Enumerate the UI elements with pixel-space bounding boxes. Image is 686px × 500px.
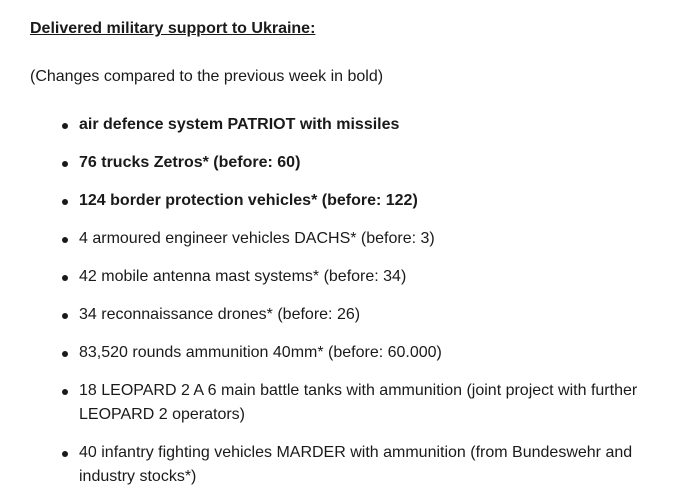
list-item-text: 83,520 rounds ammunition 40mm* (before: 60.000) [79,344,442,361]
list-item-text: 18 LEOPARD 2 A 6 main battle tanks with ammunition (joint project with further LEOPARD 2 operators) [79,382,638,423]
list-item-text: 40 infantry fighting vehicles MARDER with ammunition (from Bundeswehr and industry stocks*) [79,444,633,485]
list-item-text: 4 armoured engineer vehicles DACHS* (before: 3) [79,230,435,247]
list-item-text: 76 trucks Zetros* (before: 60) [79,154,301,171]
list-item [62,341,656,365]
bullet-icon [62,161,68,167]
bullet-icon [62,313,68,319]
list-item [62,379,656,427]
list-item [62,189,656,213]
page-heading: Delivered military support to Ukraine: [30,20,316,37]
support-list [30,113,656,489]
list-item-text: 34 reconnaissance drones* (before: 26) [79,306,361,323]
bullet-icon [62,351,68,357]
list-item-text: air defence system PATRIOT with missiles [79,116,400,133]
bullet-icon [62,199,68,205]
bullet-icon [62,123,68,129]
bullet-icon [62,275,68,281]
list-item [62,113,656,137]
list-item [62,441,656,489]
list-item [62,151,656,175]
list-item [62,227,656,251]
page-subtitle: (Changes compared to the previous week in bold) [30,68,384,85]
bullet-icon [62,451,68,457]
bullet-icon [62,237,68,243]
list-item [62,265,656,289]
bullet-icon [62,389,68,395]
list-item-text: 42 mobile antenna mast systems* (before: 34) [79,268,407,285]
list-item-text: 124 border protection vehicles* (before: 122) [79,192,418,209]
list-item [62,303,656,327]
